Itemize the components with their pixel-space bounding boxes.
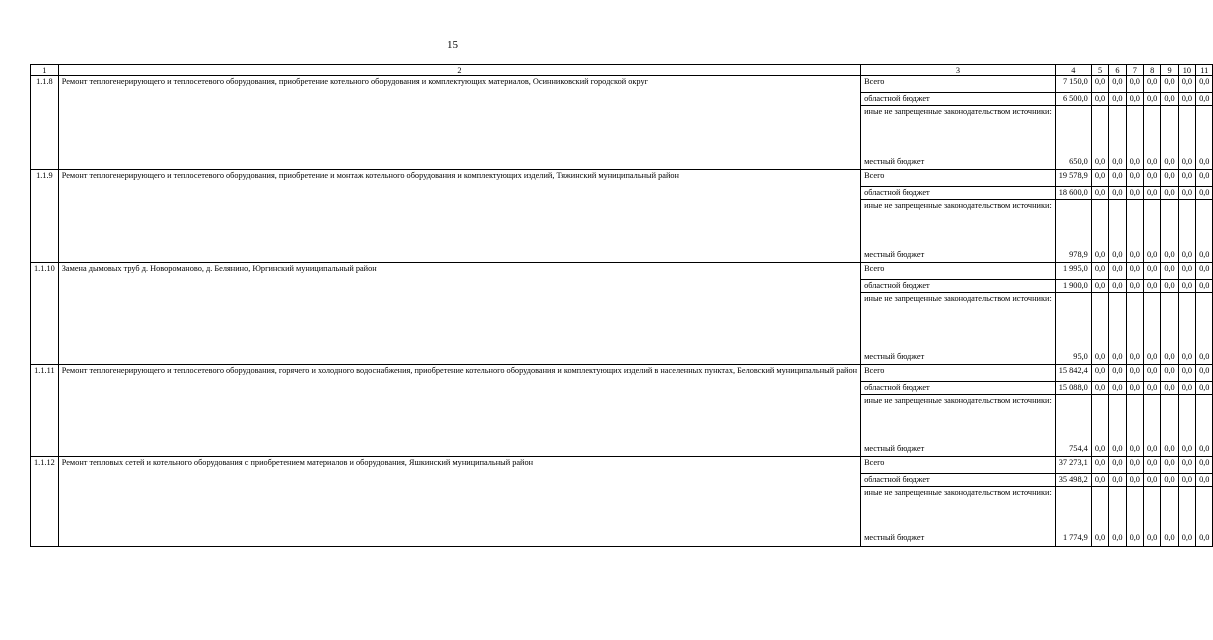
empty-cell (1161, 395, 1178, 443)
source-label-total: Всего (861, 365, 1056, 382)
value-cell: 754,4 (1055, 443, 1091, 457)
value-cell: 0,0 (1109, 443, 1126, 457)
value-cell: 0,0 (1109, 187, 1126, 200)
empty-cell (1055, 293, 1091, 351)
value-cell: 0,0 (1196, 156, 1213, 170)
empty-cell (1178, 487, 1195, 532)
source-label-regional: областной бюджет (861, 474, 1056, 487)
record-total-row (31, 263, 1213, 280)
value-cell: 0,0 (1143, 156, 1160, 170)
value-cell: 0,0 (1091, 263, 1108, 280)
value-cell: 0,0 (1091, 76, 1108, 93)
value-cell: 1 995,0 (1055, 263, 1091, 280)
value-cell: 0,0 (1196, 532, 1213, 547)
empty-cell (1055, 395, 1091, 443)
source-label-local: местный бюджет (861, 443, 1056, 457)
value-cell: 95,0 (1055, 351, 1091, 365)
value-cell: 0,0 (1161, 443, 1178, 457)
value-cell: 35 498,2 (1055, 474, 1091, 487)
column-header: 5 (1091, 65, 1108, 76)
record-name: Ремонт теплогенерирующего и теплосетевого оборудования, приобретение и монтаж котельного оборудования и комплектующих изделий, Тяжинский муниципальный район (58, 170, 860, 263)
value-cell: 0,0 (1109, 351, 1126, 365)
empty-cell (1055, 200, 1091, 249)
value-cell: 650,0 (1055, 156, 1091, 170)
value-cell: 0,0 (1109, 249, 1126, 263)
empty-cell (1109, 395, 1126, 443)
value-cell: 0,0 (1178, 351, 1195, 365)
value-cell: 0,0 (1109, 457, 1126, 474)
record-number: 1.1.10 (31, 263, 59, 365)
value-cell: 0,0 (1196, 280, 1213, 293)
empty-cell (1109, 106, 1126, 156)
value-cell: 0,0 (1161, 263, 1178, 280)
column-header: 6 (1109, 65, 1126, 76)
source-label-total: Всего (861, 76, 1056, 93)
empty-cell (1196, 106, 1213, 156)
value-cell: 0,0 (1196, 457, 1213, 474)
value-cell: 0,0 (1196, 249, 1213, 263)
empty-cell (1109, 200, 1126, 249)
value-cell: 0,0 (1143, 532, 1160, 547)
empty-cell (1143, 487, 1160, 532)
value-cell: 0,0 (1109, 170, 1126, 187)
value-cell: 0,0 (1178, 532, 1195, 547)
record-total-row (31, 76, 1213, 93)
value-cell: 0,0 (1091, 443, 1108, 457)
source-label-other: иные не запрещенные законодательством источники: (861, 200, 1056, 249)
value-cell: 0,0 (1126, 382, 1143, 395)
empty-cell (1178, 200, 1195, 249)
value-cell: 0,0 (1143, 443, 1160, 457)
empty-cell (1143, 395, 1160, 443)
record-name: Ремонт теплогенерирующего и теплосетевого оборудования, приобретение котельного оборудования и комплектующих материалов, Осинниковский городской округ (58, 76, 860, 170)
column-header: 1 (31, 65, 59, 76)
value-cell: 0,0 (1196, 443, 1213, 457)
value-cell: 0,0 (1143, 263, 1160, 280)
value-cell: 18 600,0 (1055, 187, 1091, 200)
value-cell: 0,0 (1126, 474, 1143, 487)
value-cell: 0,0 (1196, 170, 1213, 187)
budget-table (30, 64, 1213, 547)
empty-cell (1196, 487, 1213, 532)
value-cell: 0,0 (1161, 93, 1178, 106)
empty-cell (1126, 293, 1143, 351)
value-cell: 0,0 (1178, 249, 1195, 263)
value-cell: 0,0 (1109, 280, 1126, 293)
empty-cell (1143, 200, 1160, 249)
value-cell: 0,0 (1091, 249, 1108, 263)
empty-cell (1126, 487, 1143, 532)
value-cell: 15 088,0 (1055, 382, 1091, 395)
value-cell: 0,0 (1161, 532, 1178, 547)
source-label-regional: областной бюджет (861, 382, 1056, 395)
value-cell: 0,0 (1091, 187, 1108, 200)
source-label-regional: областной бюджет (861, 280, 1056, 293)
empty-cell (1109, 487, 1126, 532)
value-cell: 0,0 (1109, 156, 1126, 170)
record-name: Замена дымовых труб д. Новороманово, д. Белянино, Юргинский муниципальный район (58, 263, 860, 365)
value-cell: 0,0 (1143, 93, 1160, 106)
value-cell: 0,0 (1196, 474, 1213, 487)
empty-cell (1091, 395, 1108, 443)
value-cell: 0,0 (1178, 382, 1195, 395)
empty-cell (1091, 487, 1108, 532)
empty-cell (1055, 487, 1091, 532)
empty-cell (1161, 293, 1178, 351)
value-cell: 0,0 (1109, 532, 1126, 547)
empty-cell (1178, 293, 1195, 351)
value-cell: 0,0 (1143, 351, 1160, 365)
value-cell: 0,0 (1126, 443, 1143, 457)
value-cell: 0,0 (1178, 76, 1195, 93)
value-cell: 0,0 (1126, 532, 1143, 547)
value-cell: 0,0 (1126, 280, 1143, 293)
value-cell: 0,0 (1091, 156, 1108, 170)
value-cell: 1 900,0 (1055, 280, 1091, 293)
value-cell: 0,0 (1161, 280, 1178, 293)
value-cell: 0,0 (1178, 170, 1195, 187)
value-cell: 6 500,0 (1055, 93, 1091, 106)
value-cell: 0,0 (1109, 365, 1126, 382)
value-cell: 0,0 (1178, 365, 1195, 382)
value-cell: 0,0 (1161, 156, 1178, 170)
value-cell: 0,0 (1109, 382, 1126, 395)
value-cell: 0,0 (1126, 263, 1143, 280)
source-label-total: Всего (861, 457, 1056, 474)
empty-cell (1109, 293, 1126, 351)
value-cell: 0,0 (1109, 474, 1126, 487)
value-cell: 0,0 (1091, 382, 1108, 395)
value-cell: 0,0 (1161, 187, 1178, 200)
value-cell: 0,0 (1161, 474, 1178, 487)
record-number: 1.1.11 (31, 365, 59, 457)
source-label-local: местный бюджет (861, 351, 1056, 365)
empty-cell (1178, 106, 1195, 156)
value-cell: 0,0 (1196, 263, 1213, 280)
source-label-local: местный бюджет (861, 532, 1056, 547)
source-label-other: иные не запрещенные законодательством источники: (861, 293, 1056, 351)
value-cell: 0,0 (1161, 457, 1178, 474)
value-cell: 0,0 (1126, 93, 1143, 106)
value-cell: 0,0 (1196, 365, 1213, 382)
record-number: 1.1.12 (31, 457, 59, 547)
record-total-row (31, 457, 1213, 474)
value-cell: 0,0 (1143, 382, 1160, 395)
record-total-row (31, 170, 1213, 187)
value-cell: 0,0 (1143, 457, 1160, 474)
value-cell: 0,0 (1109, 76, 1126, 93)
empty-cell (1196, 395, 1213, 443)
empty-cell (1143, 293, 1160, 351)
record-number: 1.1.9 (31, 170, 59, 263)
source-label-local: местный бюджет (861, 249, 1056, 263)
value-cell: 0,0 (1091, 280, 1108, 293)
value-cell: 0,0 (1109, 263, 1126, 280)
empty-cell (1091, 293, 1108, 351)
value-cell: 0,0 (1143, 187, 1160, 200)
value-cell: 0,0 (1091, 93, 1108, 106)
empty-cell (1178, 395, 1195, 443)
column-header: 11 (1196, 65, 1213, 76)
value-cell: 0,0 (1161, 76, 1178, 93)
record-name: Ремонт теплогенерирующего и теплосетевого оборудования, горячего и холодного водоснабжения, приобретение котельного оборудования и комплектующих изделий в населенных пунктах, Беловский муниципальный район (58, 365, 860, 457)
column-header: 7 (1126, 65, 1143, 76)
value-cell: 0,0 (1178, 156, 1195, 170)
value-cell: 0,0 (1196, 382, 1213, 395)
value-cell: 0,0 (1091, 170, 1108, 187)
value-cell: 0,0 (1161, 170, 1178, 187)
source-label-local: местный бюджет (861, 156, 1056, 170)
value-cell: 19 578,9 (1055, 170, 1091, 187)
value-cell: 1 774,9 (1055, 532, 1091, 547)
value-cell: 0,0 (1091, 532, 1108, 547)
record-total-row (31, 365, 1213, 382)
value-cell: 0,0 (1178, 280, 1195, 293)
value-cell: 978,9 (1055, 249, 1091, 263)
empty-cell (1196, 200, 1213, 249)
column-header: 2 (58, 65, 860, 76)
empty-cell (1143, 106, 1160, 156)
value-cell: 0,0 (1178, 457, 1195, 474)
source-label-regional: областной бюджет (861, 93, 1056, 106)
value-cell: 37 273,1 (1055, 457, 1091, 474)
source-label-total: Всего (861, 263, 1056, 280)
value-cell: 0,0 (1143, 76, 1160, 93)
record-name: Ремонт тепловых сетей и котельного оборудования с приобретением материалов и оборудования, Яшкинский муниципальный район (58, 457, 860, 547)
value-cell: 0,0 (1143, 474, 1160, 487)
value-cell: 0,0 (1126, 249, 1143, 263)
empty-cell (1091, 200, 1108, 249)
empty-cell (1196, 293, 1213, 351)
column-header: 9 (1161, 65, 1178, 76)
value-cell: 0,0 (1161, 382, 1178, 395)
value-cell: 0,0 (1161, 365, 1178, 382)
empty-cell (1126, 106, 1143, 156)
value-cell: 0,0 (1091, 457, 1108, 474)
value-cell: 0,0 (1126, 187, 1143, 200)
value-cell: 0,0 (1143, 365, 1160, 382)
column-number-row (31, 65, 1213, 76)
value-cell: 0,0 (1109, 93, 1126, 106)
value-cell: 0,0 (1196, 351, 1213, 365)
empty-cell (1161, 106, 1178, 156)
value-cell: 0,0 (1126, 156, 1143, 170)
value-cell: 0,0 (1143, 280, 1160, 293)
value-cell: 0,0 (1178, 93, 1195, 106)
value-cell: 0,0 (1126, 170, 1143, 187)
value-cell: 0,0 (1126, 457, 1143, 474)
source-label-other: иные не запрещенные законодательством источники: (861, 106, 1056, 156)
column-header: 8 (1143, 65, 1160, 76)
value-cell: 0,0 (1126, 365, 1143, 382)
value-cell: 0,0 (1161, 249, 1178, 263)
value-cell: 0,0 (1161, 351, 1178, 365)
value-cell: 0,0 (1091, 365, 1108, 382)
value-cell: 0,0 (1091, 351, 1108, 365)
empty-cell (1055, 106, 1091, 156)
value-cell: 0,0 (1178, 187, 1195, 200)
empty-cell (1126, 395, 1143, 443)
value-cell: 7 150,0 (1055, 76, 1091, 93)
empty-cell (1161, 200, 1178, 249)
value-cell: 0,0 (1091, 474, 1108, 487)
value-cell: 15 842,4 (1055, 365, 1091, 382)
source-label-other: иные не запрещенные законодательством источники: (861, 395, 1056, 443)
value-cell: 0,0 (1178, 474, 1195, 487)
value-cell: 0,0 (1196, 93, 1213, 106)
source-label-other: иные не запрещенные законодательством источники: (861, 487, 1056, 532)
value-cell: 0,0 (1178, 443, 1195, 457)
column-header: 4 (1055, 65, 1091, 76)
empty-cell (1161, 487, 1178, 532)
column-header: 10 (1178, 65, 1195, 76)
value-cell: 0,0 (1143, 170, 1160, 187)
source-label-regional: областной бюджет (861, 187, 1056, 200)
page-number: 15 (447, 39, 458, 51)
value-cell: 0,0 (1126, 76, 1143, 93)
empty-cell (1126, 200, 1143, 249)
value-cell: 0,0 (1196, 76, 1213, 93)
value-cell: 0,0 (1196, 187, 1213, 200)
value-cell: 0,0 (1143, 249, 1160, 263)
record-number: 1.1.8 (31, 76, 59, 170)
column-header: 3 (861, 65, 1056, 76)
empty-cell (1091, 106, 1108, 156)
value-cell: 0,0 (1126, 351, 1143, 365)
source-label-total: Всего (861, 170, 1056, 187)
value-cell: 0,0 (1178, 263, 1195, 280)
